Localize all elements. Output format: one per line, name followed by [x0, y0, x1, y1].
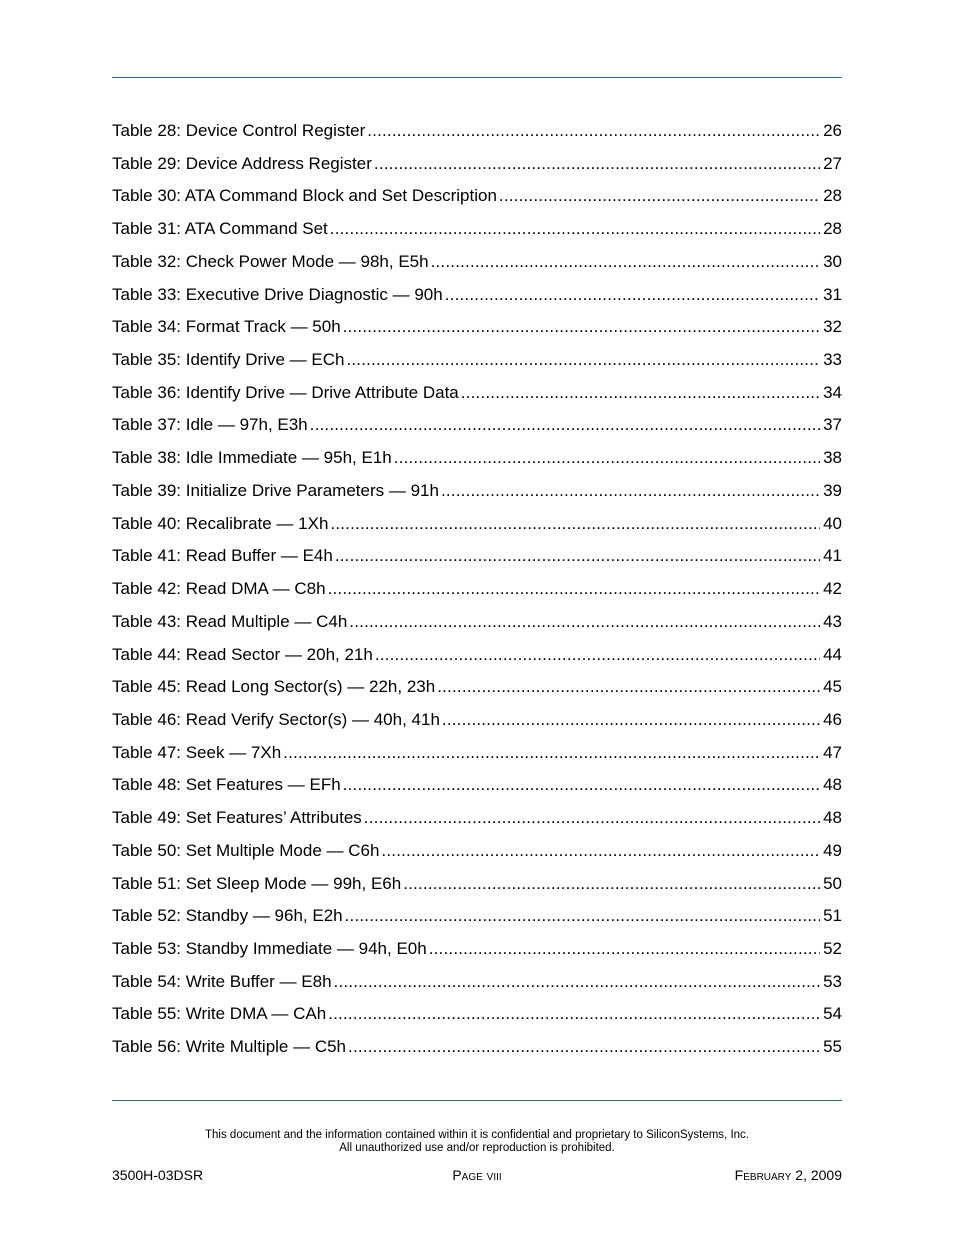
toc-entry-page: 42	[823, 579, 842, 599]
toc-dot-leader	[381, 838, 820, 864]
toc-entry-page: 40	[823, 513, 842, 533]
toc-entry[interactable]	[112, 772, 842, 805]
toc-entry[interactable]	[112, 118, 842, 151]
toc-dot-leader	[346, 347, 820, 373]
toc-entry[interactable]	[112, 642, 842, 675]
toc-entry-title: Table 33: Executive Drive Diagnostic — 90h	[112, 284, 443, 304]
toc-entry-page: 49	[823, 840, 842, 860]
toc-entry-title: Table 31: ATA Command Set	[112, 219, 328, 239]
toc-entry-title: Table 52: Standby — 96h, E2h	[112, 906, 343, 926]
toc-entry[interactable]	[112, 249, 842, 282]
toc-entry-page: 53	[823, 971, 842, 991]
toc-entry-page: 41	[823, 546, 842, 566]
toc-dot-leader	[283, 740, 820, 766]
toc-entry-title: Table 43: Read Multiple — C4h	[112, 611, 348, 631]
toc-entry[interactable]	[112, 478, 842, 511]
toc-entry-page: 51	[823, 906, 842, 926]
toc-entry-page: 47	[823, 742, 842, 762]
toc-entry-title: Table 30: ATA Command Block and Set Description	[112, 186, 497, 206]
toc-entry-title: Table 32: Check Power Mode — 98h, E5h	[112, 251, 429, 271]
confidentiality-notice	[112, 1129, 842, 1154]
toc-entry-page: 39	[823, 480, 842, 500]
toc-entry[interactable]	[112, 805, 842, 838]
toc-entry[interactable]	[112, 282, 842, 315]
toc-dot-leader	[394, 445, 820, 471]
toc-entry[interactable]	[112, 412, 842, 445]
toc-entry-title: Table 38: Idle Immediate — 95h, E1h	[112, 448, 392, 468]
toc-dot-leader	[334, 969, 821, 995]
toc-entry[interactable]	[112, 543, 842, 576]
toc-entry-title: Table 41: Read Buffer — E4h	[112, 546, 333, 566]
toc-entry-page: 26	[823, 121, 842, 140]
toc-entry-title: Table 42: Read DMA — C8h	[112, 579, 326, 599]
toc-entry-page: 44	[823, 644, 842, 664]
toc-entry[interactable]	[112, 216, 842, 249]
toc-entry-title: Table 34: Format Track — 50h	[112, 317, 341, 337]
document-id: 3500H-03DSR	[112, 1167, 204, 1183]
toc-entry-title: Table 35: Identify Drive — ECh	[112, 350, 345, 370]
toc-entry[interactable]	[112, 609, 842, 642]
toc-entry[interactable]	[112, 380, 842, 413]
toc-entry-title: Table 47: Seek — 7Xh	[112, 742, 282, 762]
notice-line-2: All unauthorized use and/or reproduction is prohibited.	[339, 1141, 615, 1154]
toc-entry-page: 38	[823, 448, 842, 468]
toc-dot-leader	[461, 380, 820, 406]
toc-entry[interactable]	[112, 838, 842, 871]
toc-entry-page: 43	[823, 611, 842, 631]
toc-entry-title: Table 50: Set Multiple Mode — C6h	[112, 840, 380, 860]
toc-dot-leader	[431, 249, 821, 275]
toc-entry-page: 34	[823, 382, 842, 402]
toc-entry[interactable]	[112, 740, 842, 773]
toc-dot-leader	[330, 511, 820, 537]
toc-entry-title: Table 40: Recalibrate — 1Xh	[112, 513, 329, 533]
document-date: February 2, 2009	[734, 1167, 842, 1183]
toc-dot-leader	[441, 478, 820, 504]
toc-dot-leader	[499, 183, 820, 209]
table-of-contents	[112, 118, 842, 1067]
notice-line-1: This document and the information contained within it is confidential and proprietary to SiliconSystems, Inc.	[205, 1129, 749, 1141]
toc-entry[interactable]	[112, 511, 842, 544]
toc-entry-page: 48	[823, 775, 842, 795]
toc-entry-page: 33	[823, 350, 842, 370]
toc-dot-leader	[310, 412, 820, 438]
toc-entry-page: 50	[823, 873, 842, 893]
toc-entry-title: Table 28: Device Control Register	[112, 121, 366, 140]
toc-entry[interactable]	[112, 1034, 842, 1067]
toc-entry[interactable]	[112, 314, 842, 347]
toc-dot-leader	[367, 118, 820, 144]
toc-entry-page: 32	[823, 317, 842, 337]
toc-dot-leader	[343, 314, 820, 340]
toc-entry-page: 30	[823, 251, 842, 271]
toc-entry[interactable]	[112, 707, 842, 740]
page-number: Page viii	[452, 1167, 502, 1183]
toc-dot-leader	[330, 216, 820, 242]
toc-entry-title: Table 55: Write DMA — CAh	[112, 1004, 327, 1024]
toc-dot-leader	[364, 805, 820, 831]
toc-entry[interactable]	[112, 903, 842, 936]
toc-entry-page: 45	[823, 677, 842, 697]
toc-dot-leader	[343, 772, 820, 798]
toc-entry[interactable]	[112, 576, 842, 609]
toc-dot-leader	[345, 903, 820, 929]
toc-entry[interactable]	[112, 151, 842, 184]
toc-entry[interactable]	[112, 183, 842, 216]
toc-dot-leader	[375, 642, 820, 668]
toc-entry[interactable]	[112, 969, 842, 1002]
toc-entry-page: 55	[823, 1037, 842, 1057]
toc-entry-title: Table 54: Write Buffer — E8h	[112, 971, 332, 991]
toc-dot-leader	[335, 543, 820, 569]
toc-entry-title: Table 51: Set Sleep Mode — 99h, E6h	[112, 873, 402, 893]
toc-entry-page: 48	[823, 808, 842, 828]
toc-entry-title: Table 29: Device Address Register	[112, 153, 372, 173]
toc-entry-title: Table 46: Read Verify Sector(s) — 40h, 41h	[112, 709, 440, 729]
toc-entry-title: Table 44: Read Sector — 20h, 21h	[112, 644, 373, 664]
toc-entry-page: 31	[823, 284, 842, 304]
toc-entry-title: Table 39: Initialize Drive Parameters — 91h	[112, 480, 439, 500]
toc-dot-leader	[328, 576, 821, 602]
toc-entry[interactable]	[112, 445, 842, 478]
toc-entry-title: Table 53: Standby Immediate — 94h, E0h	[112, 938, 427, 958]
toc-entry[interactable]	[112, 674, 842, 707]
toc-entry-title: Table 56: Write Multiple — C5h	[112, 1037, 347, 1057]
toc-entry-page: 28	[823, 186, 842, 206]
toc-entry-page: 46	[823, 709, 842, 729]
toc-dot-leader	[348, 1034, 820, 1060]
toc-dot-leader	[403, 871, 820, 897]
toc-entry-title: Table 36: Identify Drive — Drive Attribute Data	[112, 382, 459, 402]
toc-entry[interactable]	[112, 1001, 842, 1034]
toc-entry-page: 54	[823, 1004, 842, 1024]
toc-entry-title: Table 45: Read Long Sector(s) — 22h, 23h	[112, 677, 436, 697]
toc-dot-leader	[442, 707, 820, 733]
toc-entry-title: Table 37: Idle — 97h, E3h	[112, 415, 308, 435]
toc-dot-leader	[349, 609, 820, 635]
header-rule	[112, 77, 842, 78]
toc-entry-title: Table 48: Set Features — EFh	[112, 775, 341, 795]
toc-entry-page: 37	[823, 415, 842, 435]
toc-entry-page: 52	[823, 938, 842, 958]
toc-entry-title: Table 49: Set Features’ Attributes	[112, 808, 362, 828]
toc-dot-leader	[374, 151, 820, 177]
toc-entry[interactable]	[112, 347, 842, 380]
toc-entry-page: 28	[823, 219, 842, 239]
toc-dot-leader	[328, 1001, 820, 1027]
toc-dot-leader	[445, 282, 820, 308]
toc-entry[interactable]	[112, 936, 842, 969]
toc-entry[interactable]	[112, 871, 842, 904]
toc-dot-leader	[429, 936, 820, 962]
footer-rule	[112, 1100, 842, 1101]
toc-entry-page: 27	[823, 153, 842, 173]
toc-dot-leader	[437, 674, 820, 700]
